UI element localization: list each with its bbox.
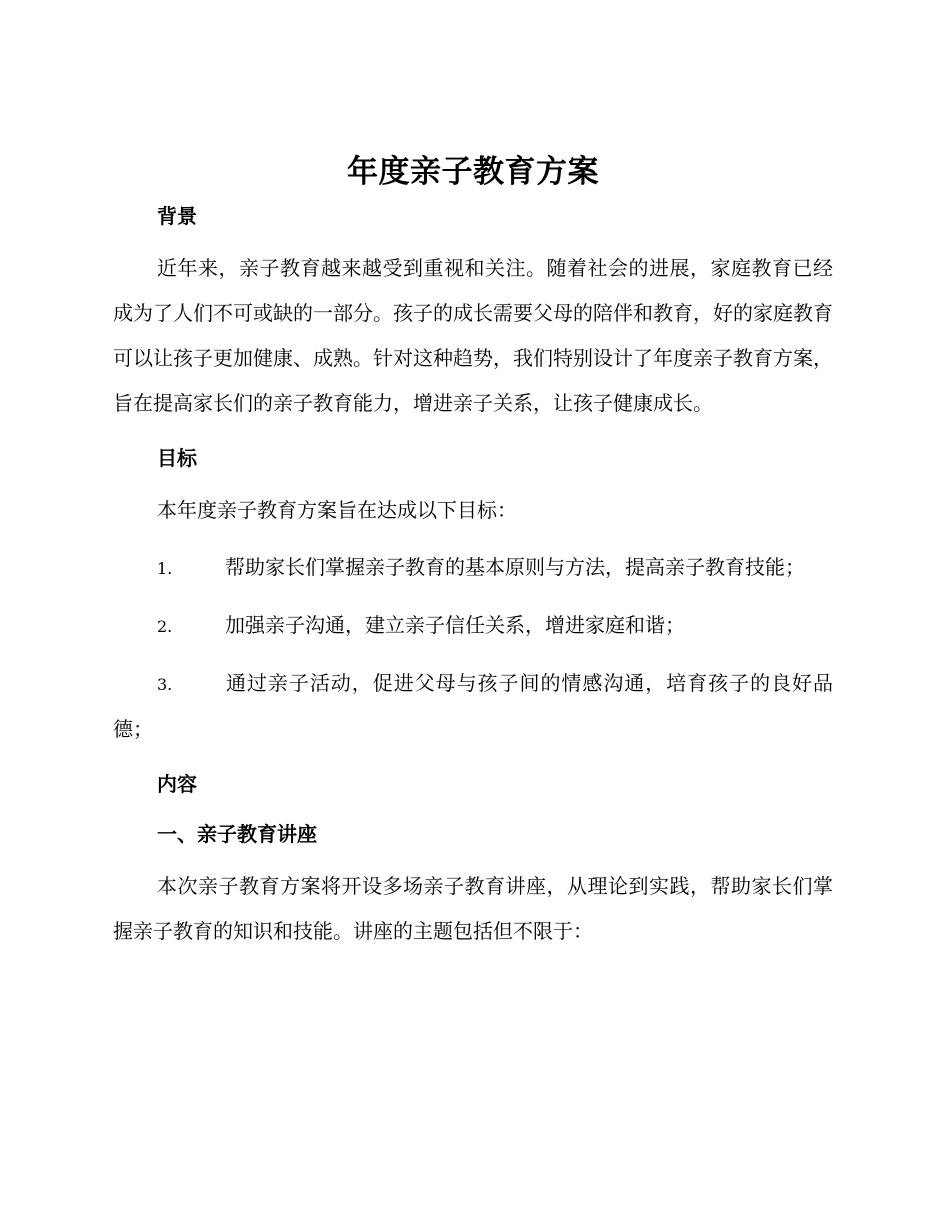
goal-item-2 bbox=[113, 603, 833, 649]
section-heading-background: 背景 bbox=[157, 204, 197, 228]
goal-text-3: 通过亲子活动，促进父母与孩子间的情感沟通，培育孩子的良好品德； bbox=[113, 671, 833, 741]
lectures-paragraph: 本次亲子教育方案将开设多场亲子教育讲座，从理论到实践，帮助家长们掌握亲子教育的知识和技能。讲座的主题包括但不限于： bbox=[113, 874, 833, 943]
subsection-heading-lectures: 一、亲子教育讲座 bbox=[157, 822, 317, 846]
goals-intro: 本年度亲子教育方案旨在达成以下目标： bbox=[157, 498, 517, 522]
goal-item-3 bbox=[113, 661, 833, 752]
section-heading-goals: 目标 bbox=[157, 446, 197, 470]
section-heading-content: 内容 bbox=[157, 772, 197, 796]
goal-item-1 bbox=[113, 545, 833, 591]
goal-text-1: 帮助家长们掌握亲子教育的基本原则与方法，提高亲子教育技能； bbox=[225, 555, 805, 579]
background-paragraph: 近年来，亲子教育越来越受到重视和关注。随着社会的进展，家庭教育已经成为了人们不可或缺的一部分。孩子的成长需要父母的陪伴和教育，好的家庭教育可以让孩子更加健康、成熟。针对这种趋势，我们特别设计了年度亲子教育方案，旨在提高家长们的亲子教育能力，增进亲子关系，让孩子健康成长。 bbox=[113, 256, 833, 415]
goal-number-2: 2. bbox=[157, 617, 173, 636]
goal-number-3: 3. bbox=[157, 675, 173, 694]
document-title: 年度亲子教育方案 bbox=[347, 154, 599, 190]
document-body bbox=[113, 150, 833, 954]
goal-number-1: 1. bbox=[157, 559, 173, 578]
goal-text-2: 加强亲子沟通，建立亲子信任关系，增进家庭和谐； bbox=[225, 613, 685, 637]
